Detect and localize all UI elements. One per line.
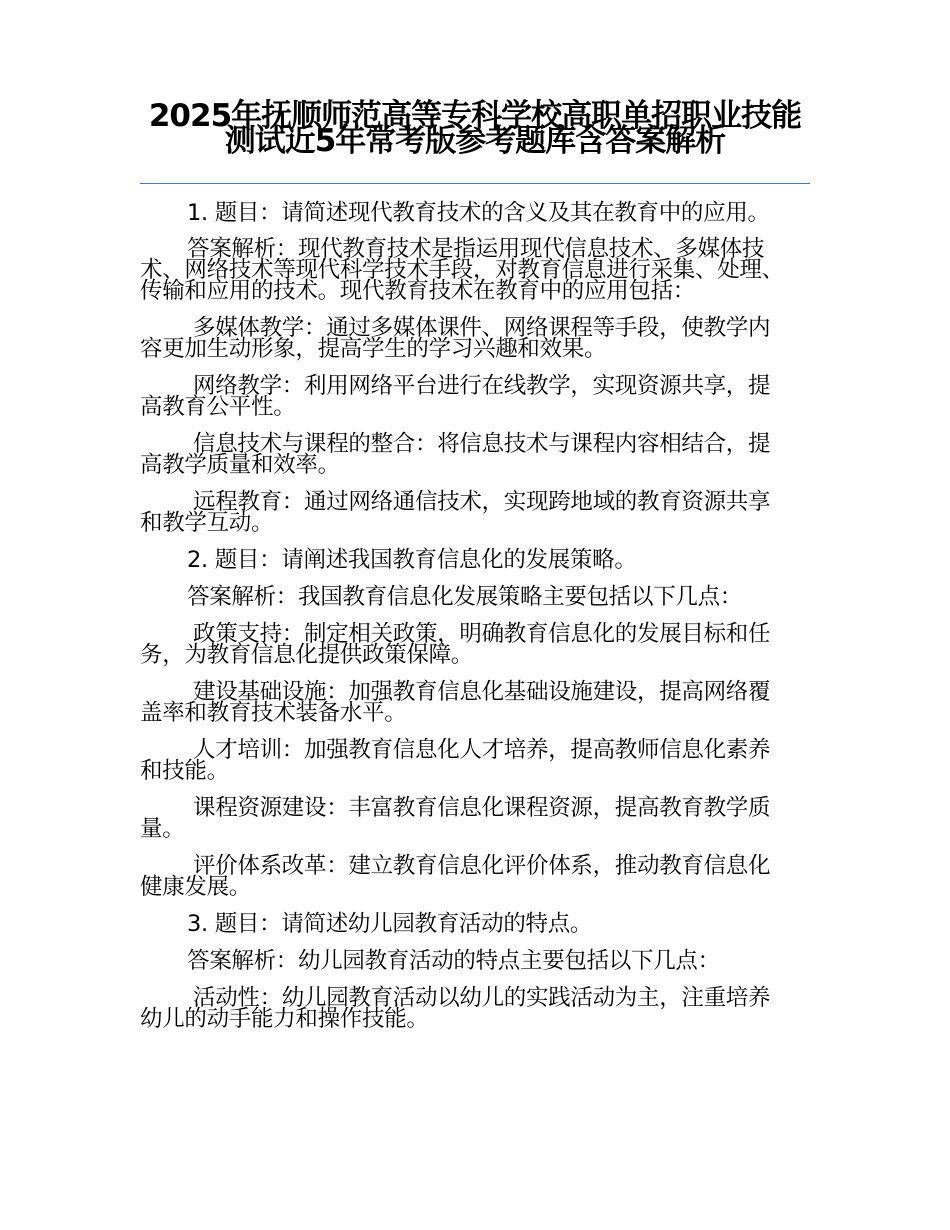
- question-1: 1. 题目：请简述现代教育技术的含义及其在教育中的应用。: [187, 200, 770, 226]
- answer-3-point-1: 活动性：幼儿园教育活动以幼儿的实践活动为主，注重培养幼儿的动手能力和操作技能。: [140, 985, 771, 1032]
- answer-3: 答案解析：幼儿园教育活动的特点主要包括以下几点：: [187, 948, 720, 974]
- answer-2: 答案解析：我国教育信息化发展策略主要包括以下几点：: [187, 584, 743, 610]
- document-title: 2025年抚顺师范高等专科学校高职单招职业技能测试近5年常考版参考题库含答案解析: [148, 98, 802, 159]
- answer-2-point-1: 政策支持：制定相关政策，明确教育信息化的发展目标和任务，为教育信息化提供政策保障。: [140, 621, 771, 668]
- answer-1-point-1: 多媒体教学：通过多媒体课件、网络课程等手段，使教学内容更加生动形象，提高学生的学习兴趣和效果。: [140, 315, 771, 362]
- answer-2-point-5: 评价体系改革：建立教育信息化评价体系，推动教育信息化健康发展。: [140, 853, 771, 900]
- answer-2-point-2: 建设基础设施：加强教育信息化基础设施建设，提高网络覆盖率和教育技术装备水平。: [140, 679, 771, 726]
- answer-2-point-4: 课程资源建设：丰富教育信息化课程资源，提高教育教学质量。: [140, 795, 771, 842]
- answer-1-point-3: 信息技术与课程的整合：将信息技术与课程内容相结合，提高教学质量和效率。: [140, 431, 771, 478]
- title-underline: [140, 183, 810, 184]
- answer-1: 答案解析：现代教育技术是指运用现代信息技术、多媒体技术、网络技术等现代科学技术手段，对教育信息进行采集、处理、传输和应用的技术。现代教育技术在教育中的应用包括：: [140, 236, 784, 304]
- document-body: [140, 200, 792, 1046]
- question-3: 3. 题目：请简述幼儿园教育活动的特点。: [187, 911, 593, 937]
- question-2: 2. 题目：请阐述我国教育信息化的发展策略。: [187, 547, 637, 573]
- answer-1-point-4: 远程教育：通过网络通信技术，实现跨地域的教育资源共享和教学互动。: [140, 489, 771, 536]
- answer-2-point-3: 人才培训：加强教育信息化人才培养，提高教师信息化素养和技能。: [140, 737, 771, 784]
- answer-1-point-2: 网络教学：利用网络平台进行在线教学，实现资源共享，提高教育公平性。: [140, 373, 771, 420]
